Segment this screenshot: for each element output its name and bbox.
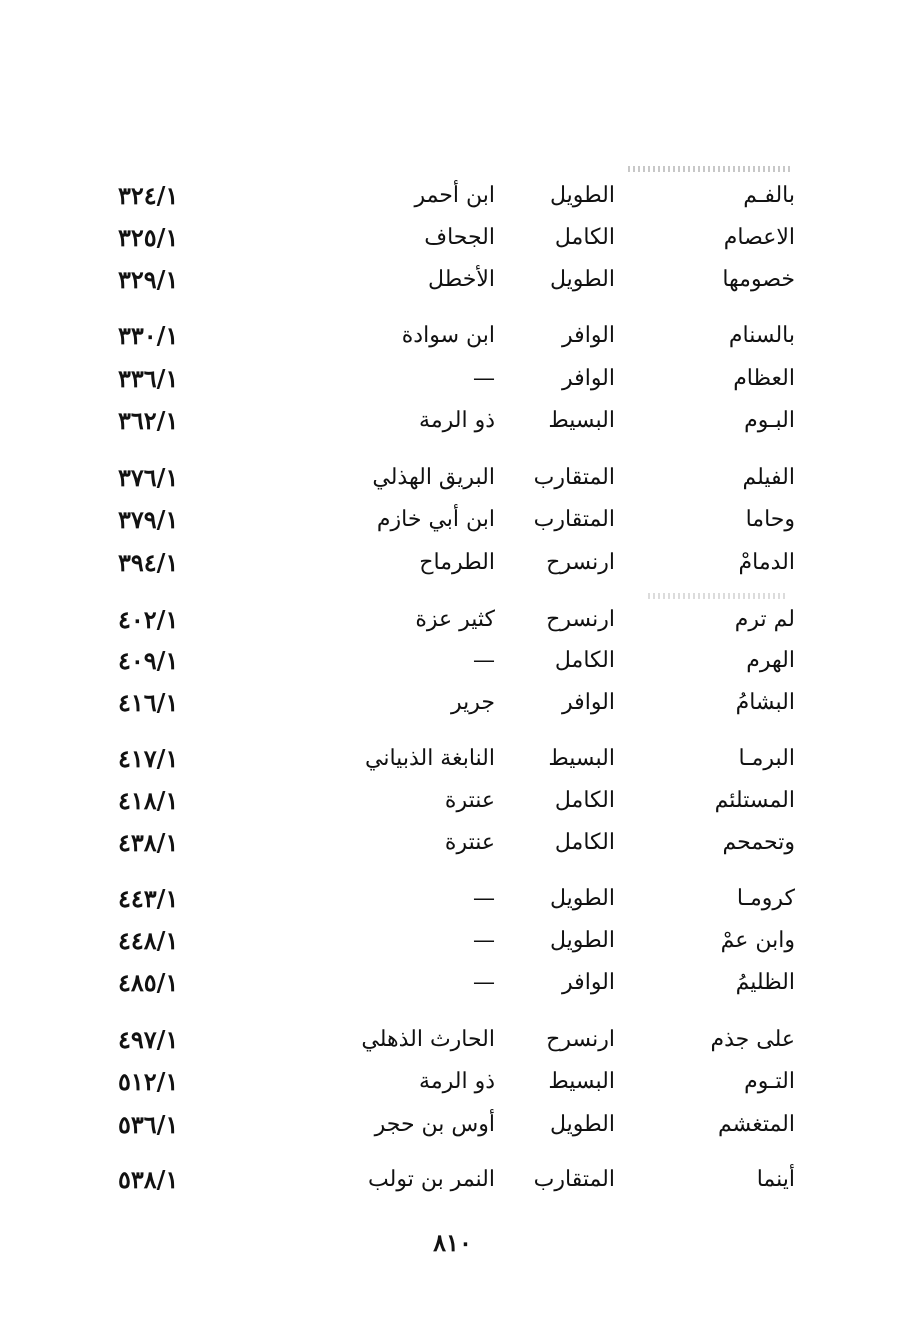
index-row bbox=[0, 963, 905, 1003]
index-row bbox=[0, 500, 905, 540]
poet-name: ذو الرمة bbox=[419, 1069, 495, 1094]
index-row bbox=[0, 1062, 905, 1102]
meter-name: المتقارب bbox=[533, 465, 615, 490]
meter-name: الكامل bbox=[554, 225, 615, 250]
poet-name: — bbox=[473, 648, 495, 673]
rhyme-word: المتغشم bbox=[717, 1112, 795, 1137]
rhyme-word: وابن عمْ bbox=[720, 928, 795, 953]
poet-name: ذو الرمة bbox=[419, 408, 495, 433]
poet-name: الأخطل bbox=[428, 267, 495, 292]
page-reference: ٤٠٩/١ bbox=[118, 646, 179, 675]
meter-name: الوافر bbox=[562, 366, 615, 391]
page-reference: ٥٣٦/١ bbox=[118, 1110, 179, 1139]
index-row bbox=[0, 458, 905, 498]
page-reference: ٣٧٦/١ bbox=[118, 463, 179, 492]
page-reference: ٣٧٩/١ bbox=[118, 505, 179, 534]
poet-name: كثير عزة bbox=[415, 607, 495, 632]
index-row bbox=[0, 401, 905, 441]
page-reference: ٤٤٨/١ bbox=[118, 926, 179, 955]
meter-name: المتقارب bbox=[533, 1167, 615, 1192]
page-number: ٨١٠ bbox=[433, 1228, 472, 1257]
meter-name: البسيط bbox=[548, 408, 615, 433]
page-reference: ٣٢٤/١ bbox=[118, 181, 179, 210]
meter-name: الكامل bbox=[554, 788, 615, 813]
meter-name: الكامل bbox=[554, 648, 615, 673]
meter-name: الطويل bbox=[549, 183, 615, 208]
page-reference: ٤١٦/١ bbox=[118, 688, 179, 717]
index-row bbox=[0, 683, 905, 723]
index-row bbox=[0, 823, 905, 863]
index-row bbox=[0, 359, 905, 399]
rhyme-word: كرومـا bbox=[736, 886, 795, 911]
poet-name: ابن أبي خازم bbox=[376, 507, 495, 532]
poet-name: — bbox=[473, 366, 495, 391]
poet-name: الجحاف bbox=[424, 225, 495, 250]
page-reference: ٤٠٢/١ bbox=[118, 605, 179, 634]
meter-name: ارنسرح bbox=[546, 607, 615, 632]
index-row bbox=[0, 1020, 905, 1060]
poet-name: عنترة bbox=[444, 830, 495, 855]
poet-name: الحارث الذهلي bbox=[361, 1027, 495, 1052]
index-row bbox=[0, 543, 905, 583]
index-row bbox=[0, 600, 905, 640]
poet-name: عنترة bbox=[444, 788, 495, 813]
poet-name: النابغة الذبياني bbox=[365, 746, 495, 771]
meter-name: الوافر bbox=[562, 323, 615, 348]
poet-name: أوس بن حجر bbox=[374, 1112, 495, 1137]
page-reference: ٤٤٣/١ bbox=[118, 884, 179, 913]
meter-name: الطويل bbox=[549, 928, 615, 953]
meter-name: الكامل bbox=[554, 830, 615, 855]
rhyme-word: الهرم bbox=[746, 648, 795, 673]
poet-name: الطرماح bbox=[419, 550, 495, 575]
rhyme-word: العظام bbox=[733, 366, 795, 391]
page-reference: ٤٨٥/١ bbox=[118, 968, 179, 997]
page-reference: ٤٩٧/١ bbox=[118, 1025, 179, 1054]
index-row bbox=[0, 739, 905, 779]
page-reference: ٣٣٦/١ bbox=[118, 364, 179, 393]
index-row bbox=[0, 260, 905, 300]
index-row bbox=[0, 316, 905, 356]
rhyme-word: الظليمُ bbox=[735, 970, 795, 995]
index-row bbox=[0, 1105, 905, 1145]
index-row bbox=[0, 879, 905, 919]
poet-name: ابن سوادة bbox=[401, 323, 495, 348]
rhyme-word: بالسنام bbox=[728, 323, 795, 348]
index-row bbox=[0, 176, 905, 216]
rhyme-word: التـوم bbox=[744, 1069, 795, 1094]
page-reference: ٤١٨/١ bbox=[118, 786, 179, 815]
poet-name: — bbox=[473, 970, 495, 995]
rhyme-word: الفيلم bbox=[742, 465, 795, 490]
meter-name: ارنسرح bbox=[546, 1027, 615, 1052]
page-reference: ٣٢٥/١ bbox=[118, 223, 179, 252]
poet-name: — bbox=[473, 928, 495, 953]
poet-name: البريق الهذلي bbox=[372, 465, 495, 490]
poet-name: — bbox=[473, 886, 495, 911]
index-row bbox=[0, 1160, 905, 1200]
rhyme-word: البرمـا bbox=[738, 746, 795, 771]
rhyme-word: المستلئم bbox=[714, 788, 795, 813]
index-row bbox=[0, 781, 905, 821]
rhyme-word: خصومها bbox=[722, 267, 795, 292]
rhyme-word: لم ترم bbox=[734, 607, 795, 632]
rhyme-word: وتحمحم bbox=[722, 830, 795, 855]
poet-name: النمر بن تولب bbox=[368, 1167, 495, 1192]
index-row bbox=[0, 641, 905, 681]
page-reference: ٤١٧/١ bbox=[118, 744, 179, 773]
page-reference: ٣٣٠/١ bbox=[118, 321, 179, 350]
rhyme-word: على جذم bbox=[710, 1027, 795, 1052]
meter-name: البسيط bbox=[548, 1069, 615, 1094]
page-reference: ٣٦٢/١ bbox=[118, 406, 179, 435]
meter-name: المتقارب bbox=[533, 507, 615, 532]
page-reference: ٤٣٨/١ bbox=[118, 828, 179, 857]
rhyme-word: أينما bbox=[756, 1167, 795, 1192]
meter-name: ارنسرح bbox=[546, 550, 615, 575]
meter-name: الطويل bbox=[549, 886, 615, 911]
rhyme-word: البـوم bbox=[744, 408, 795, 433]
meter-name: البسيط bbox=[548, 746, 615, 771]
rhyme-word: وحاما bbox=[745, 507, 795, 532]
poet-name: جرير bbox=[451, 690, 495, 715]
page-reference: ٣٩٤/١ bbox=[118, 548, 179, 577]
rhyme-word: الدمامْ bbox=[738, 550, 795, 575]
page-reference: ٥١٢/١ bbox=[118, 1067, 179, 1096]
poet-name: ابن أحمر bbox=[414, 183, 495, 208]
rhyme-word: الاعصام bbox=[723, 225, 795, 250]
page-reference: ٣٢٩/١ bbox=[118, 265, 179, 294]
meter-name: الطويل bbox=[549, 1112, 615, 1137]
rhyme-word: بالفـم bbox=[743, 183, 795, 208]
index-row bbox=[0, 921, 905, 961]
page-reference: ٥٣٨/١ bbox=[118, 1165, 179, 1194]
index-row bbox=[0, 218, 905, 258]
rhyme-word: البشامُ bbox=[735, 690, 795, 715]
meter-name: الوافر bbox=[562, 970, 615, 995]
meter-name: الطويل bbox=[549, 267, 615, 292]
meter-name: الوافر bbox=[562, 690, 615, 715]
